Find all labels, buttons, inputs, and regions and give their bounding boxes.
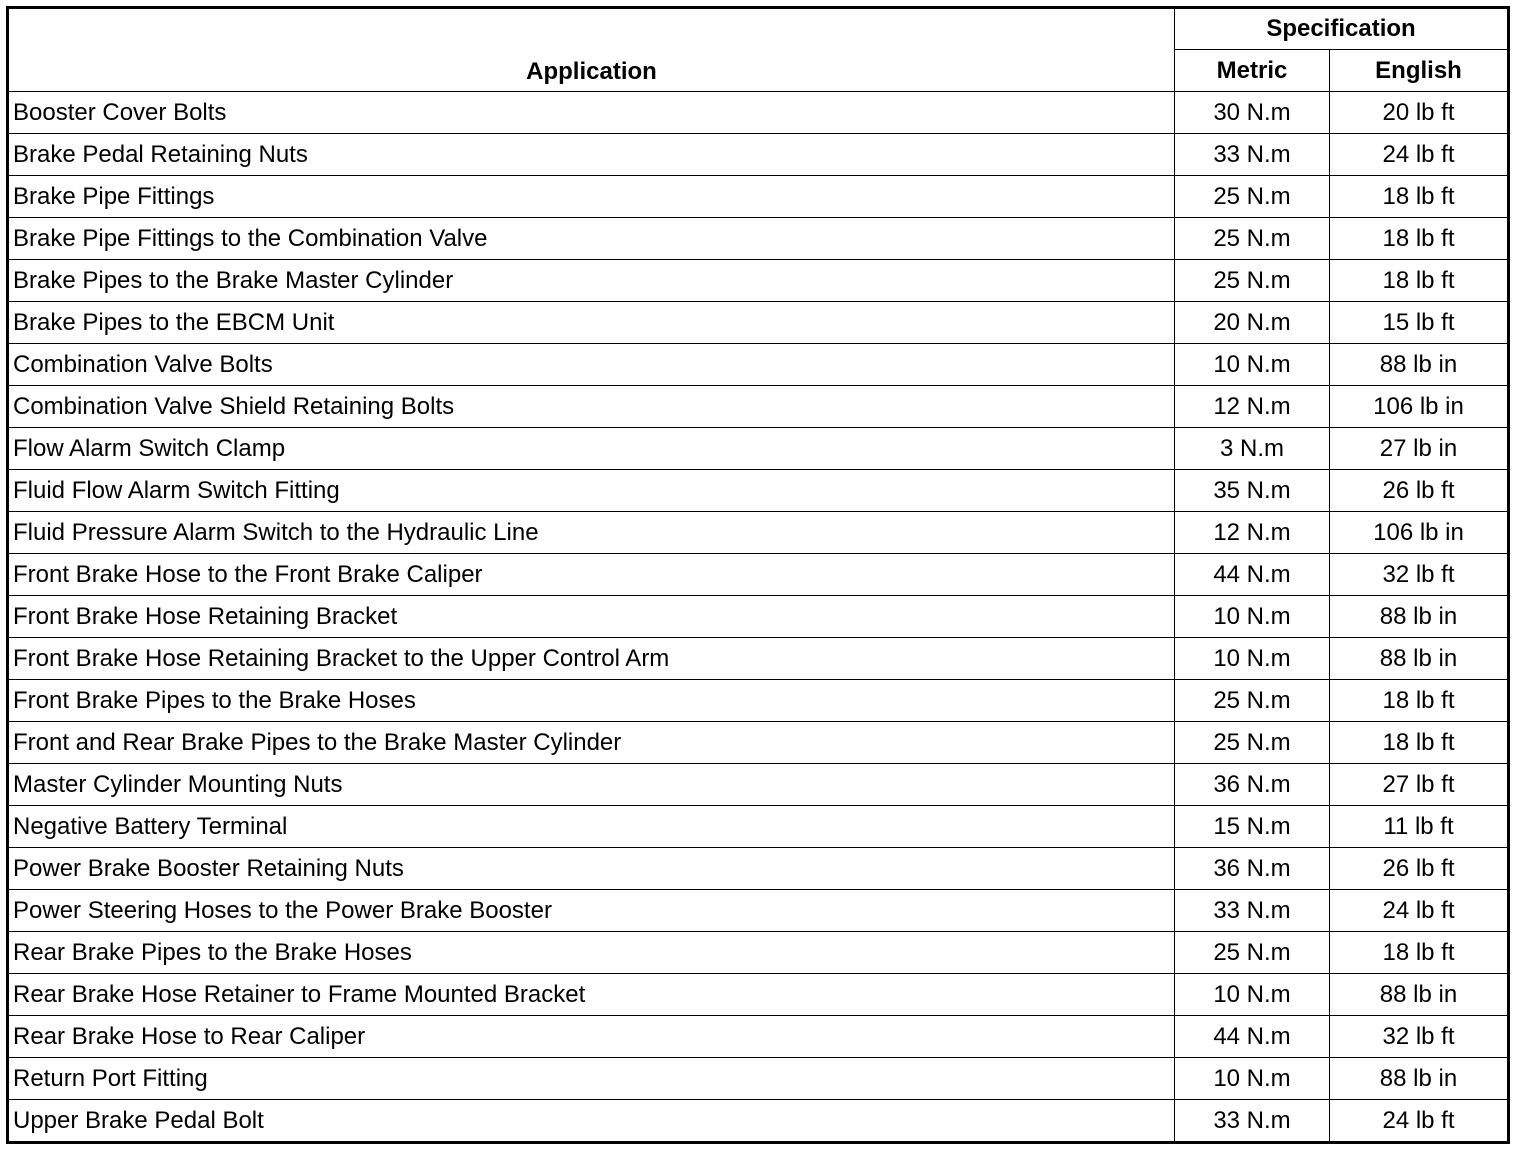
english-value-cell: 27 lb ft <box>1330 764 1509 806</box>
metric-value-cell: 10 N.m <box>1175 344 1330 386</box>
english-value-cell: 32 lb ft <box>1330 554 1509 596</box>
table-row <box>8 554 1509 596</box>
table-row <box>8 260 1509 302</box>
english-value-cell: 106 lb in <box>1330 386 1509 428</box>
application-cell: Combination Valve Bolts <box>8 344 1175 386</box>
table-row <box>8 92 1509 134</box>
metric-value-cell: 15 N.m <box>1175 806 1330 848</box>
english-value-cell: 20 lb ft <box>1330 92 1509 134</box>
table-row <box>8 848 1509 890</box>
metric-value-cell: 33 N.m <box>1175 134 1330 176</box>
table-row <box>8 806 1509 848</box>
application-cell: Brake Pedal Retaining Nuts <box>8 134 1175 176</box>
application-cell: Brake Pipe Fittings <box>8 176 1175 218</box>
table-row <box>8 302 1509 344</box>
metric-value-cell: 44 N.m <box>1175 1016 1330 1058</box>
application-cell: Brake Pipes to the EBCM Unit <box>8 302 1175 344</box>
table-row <box>8 722 1509 764</box>
english-value-cell: 88 lb in <box>1330 596 1509 638</box>
english-column-header: English <box>1330 50 1509 92</box>
table-row <box>8 1016 1509 1058</box>
application-cell: Master Cylinder Mounting Nuts <box>8 764 1175 806</box>
application-cell: Brake Pipes to the Brake Master Cylinder <box>8 260 1175 302</box>
english-value-cell: 18 lb ft <box>1330 932 1509 974</box>
table-row <box>8 1100 1509 1143</box>
english-value-cell: 15 lb ft <box>1330 302 1509 344</box>
metric-value-cell: 25 N.m <box>1175 218 1330 260</box>
english-value-cell: 18 lb ft <box>1330 680 1509 722</box>
header-row-top <box>8 8 1509 50</box>
metric-value-cell: 25 N.m <box>1175 176 1330 218</box>
table-row <box>8 218 1509 260</box>
specification-group-header: Specification <box>1175 8 1509 50</box>
english-value-cell: 27 lb in <box>1330 428 1509 470</box>
application-column-header: Application <box>8 8 1175 92</box>
application-cell: Front Brake Hose to the Front Brake Caliper <box>8 554 1175 596</box>
english-value-cell: 26 lb ft <box>1330 848 1509 890</box>
english-value-cell: 32 lb ft <box>1330 1016 1509 1058</box>
application-cell: Rear Brake Hose to Rear Caliper <box>8 1016 1175 1058</box>
english-value-cell: 88 lb in <box>1330 974 1509 1016</box>
application-cell: Flow Alarm Switch Clamp <box>8 428 1175 470</box>
application-cell: Booster Cover Bolts <box>8 92 1175 134</box>
application-cell: Power Steering Hoses to the Power Brake Booster <box>8 890 1175 932</box>
application-cell: Front and Rear Brake Pipes to the Brake Master Cylinder <box>8 722 1175 764</box>
application-cell: Return Port Fitting <box>8 1058 1175 1100</box>
metric-value-cell: 3 N.m <box>1175 428 1330 470</box>
table-row <box>8 974 1509 1016</box>
table-row <box>8 764 1509 806</box>
english-value-cell: 11 lb ft <box>1330 806 1509 848</box>
application-cell: Combination Valve Shield Retaining Bolts <box>8 386 1175 428</box>
application-cell: Fluid Pressure Alarm Switch to the Hydraulic Line <box>8 512 1175 554</box>
metric-value-cell: 36 N.m <box>1175 764 1330 806</box>
english-value-cell: 18 lb ft <box>1330 260 1509 302</box>
metric-value-cell: 35 N.m <box>1175 470 1330 512</box>
metric-value-cell: 44 N.m <box>1175 554 1330 596</box>
application-cell: Power Brake Booster Retaining Nuts <box>8 848 1175 890</box>
metric-value-cell: 10 N.m <box>1175 1058 1330 1100</box>
application-cell: Front Brake Pipes to the Brake Hoses <box>8 680 1175 722</box>
english-value-cell: 18 lb ft <box>1330 176 1509 218</box>
table-body <box>8 92 1509 1143</box>
english-value-cell: 24 lb ft <box>1330 890 1509 932</box>
metric-value-cell: 36 N.m <box>1175 848 1330 890</box>
metric-value-cell: 12 N.m <box>1175 386 1330 428</box>
metric-value-cell: 10 N.m <box>1175 596 1330 638</box>
table-header <box>8 8 1509 92</box>
english-value-cell: 18 lb ft <box>1330 218 1509 260</box>
english-value-cell: 88 lb in <box>1330 344 1509 386</box>
application-cell: Upper Brake Pedal Bolt <box>8 1100 1175 1143</box>
metric-value-cell: 30 N.m <box>1175 92 1330 134</box>
application-cell: Rear Brake Hose Retainer to Frame Mounted Bracket <box>8 974 1175 1016</box>
table-row <box>8 428 1509 470</box>
english-value-cell: 24 lb ft <box>1330 1100 1509 1143</box>
english-value-cell: 88 lb in <box>1330 638 1509 680</box>
english-value-cell: 24 lb ft <box>1330 134 1509 176</box>
metric-column-header: Metric <box>1175 50 1330 92</box>
table-row <box>8 638 1509 680</box>
metric-value-cell: 10 N.m <box>1175 974 1330 1016</box>
metric-value-cell: 10 N.m <box>1175 638 1330 680</box>
table-row <box>8 1058 1509 1100</box>
table-row <box>8 386 1509 428</box>
metric-value-cell: 33 N.m <box>1175 890 1330 932</box>
table-row <box>8 680 1509 722</box>
application-cell: Rear Brake Pipes to the Brake Hoses <box>8 932 1175 974</box>
application-cell: Brake Pipe Fittings to the Combination Valve <box>8 218 1175 260</box>
metric-value-cell: 12 N.m <box>1175 512 1330 554</box>
table-row <box>8 470 1509 512</box>
metric-value-cell: 25 N.m <box>1175 260 1330 302</box>
application-cell: Front Brake Hose Retaining Bracket to the Upper Control Arm <box>8 638 1175 680</box>
english-value-cell: 26 lb ft <box>1330 470 1509 512</box>
table-row <box>8 176 1509 218</box>
english-value-cell: 88 lb in <box>1330 1058 1509 1100</box>
metric-value-cell: 25 N.m <box>1175 680 1330 722</box>
metric-value-cell: 20 N.m <box>1175 302 1330 344</box>
fastener-spec-table <box>6 6 1510 1144</box>
table-row <box>8 596 1509 638</box>
metric-value-cell: 25 N.m <box>1175 932 1330 974</box>
metric-value-cell: 25 N.m <box>1175 722 1330 764</box>
table-row <box>8 512 1509 554</box>
application-cell: Negative Battery Terminal <box>8 806 1175 848</box>
english-value-cell: 106 lb in <box>1330 512 1509 554</box>
table-row <box>8 344 1509 386</box>
table-row <box>8 134 1509 176</box>
table-row <box>8 890 1509 932</box>
application-cell: Fluid Flow Alarm Switch Fitting <box>8 470 1175 512</box>
table-row <box>8 932 1509 974</box>
english-value-cell: 18 lb ft <box>1330 722 1509 764</box>
metric-value-cell: 33 N.m <box>1175 1100 1330 1143</box>
application-cell: Front Brake Hose Retaining Bracket <box>8 596 1175 638</box>
